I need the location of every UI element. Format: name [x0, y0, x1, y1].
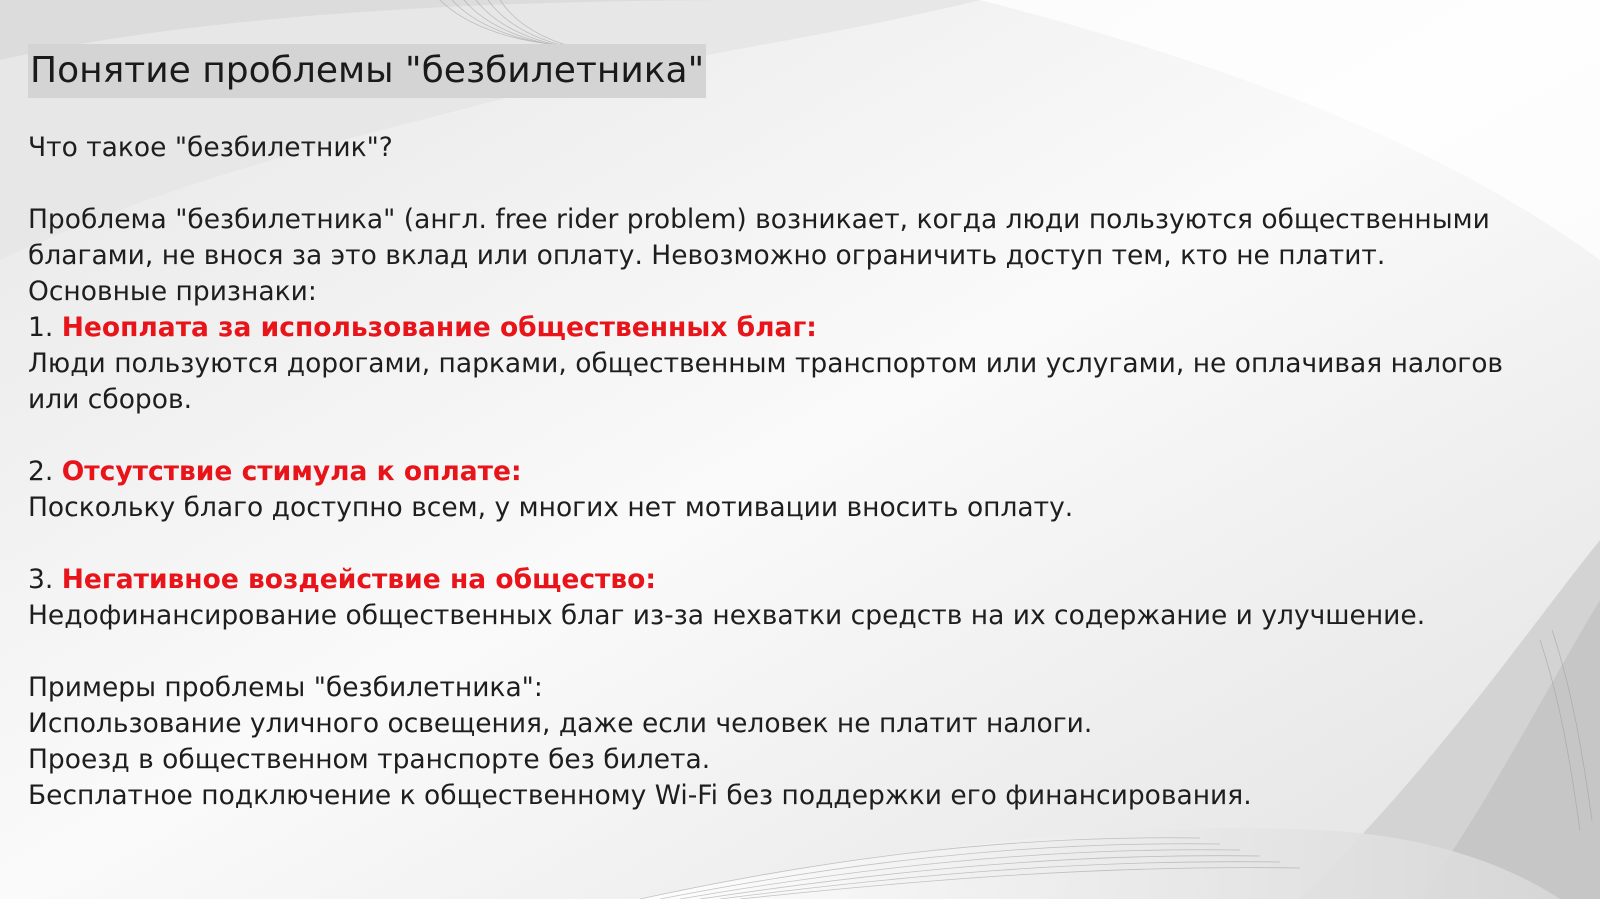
- sign-3-number: 3.: [28, 564, 54, 595]
- example-2: Проезд в общественном транспорте без билета.: [28, 744, 711, 775]
- example-3: Бесплатное подключение к общественному Wi-Fi без поддержки его финансирования.: [28, 780, 1252, 811]
- slide-body: [28, 130, 1588, 814]
- sign-2-number: 2.: [28, 456, 54, 487]
- definition-line-2: благами, не внося за это вклад или оплату. Невозможно ограничить доступ тем, кто не платит.: [28, 240, 1386, 271]
- definition-line-1: Проблема "безбилетника" (англ. free rider problem) возникает, когда люди пользуются общественными: [28, 204, 1490, 235]
- sign-1-title: Неоплата за использование общественных благ:: [61, 312, 817, 343]
- sign-1-text-line-2: или сборов.: [28, 384, 193, 415]
- sign-2-title: Отсутствие стимула к оплате:: [61, 456, 522, 487]
- sign-3-text-line-1: Недофинансирование общественных благ из-за нехватки средств на их содержание и улучшение.: [28, 600, 1426, 631]
- question-line: Что такое "безбилетник"?: [28, 132, 393, 163]
- example-1: Использование уличного освещения, даже если человек не платит налоги.: [28, 708, 1093, 739]
- slide-title: Понятие проблемы "безбилетника": [28, 44, 706, 98]
- sign-3-title: Негативное воздействие на общество:: [61, 564, 656, 595]
- sign-1-heading: [28, 310, 1588, 346]
- examples-heading: Примеры проблемы "безбилетника":: [28, 672, 543, 703]
- sign-3-heading: [28, 562, 1588, 598]
- sign-1-text-line-1: Люди пользуются дорогами, парками, общественным транспортом или услугами, не оплачивая налогов: [28, 348, 1504, 379]
- sign-1-number: 1.: [28, 312, 54, 343]
- sign-2-text-line-1: Поскольку благо доступно всем, у многих нет мотивации вносить оплату.: [28, 492, 1074, 523]
- signs-heading: Основные признаки:: [28, 276, 317, 307]
- sign-2-heading: [28, 454, 1588, 490]
